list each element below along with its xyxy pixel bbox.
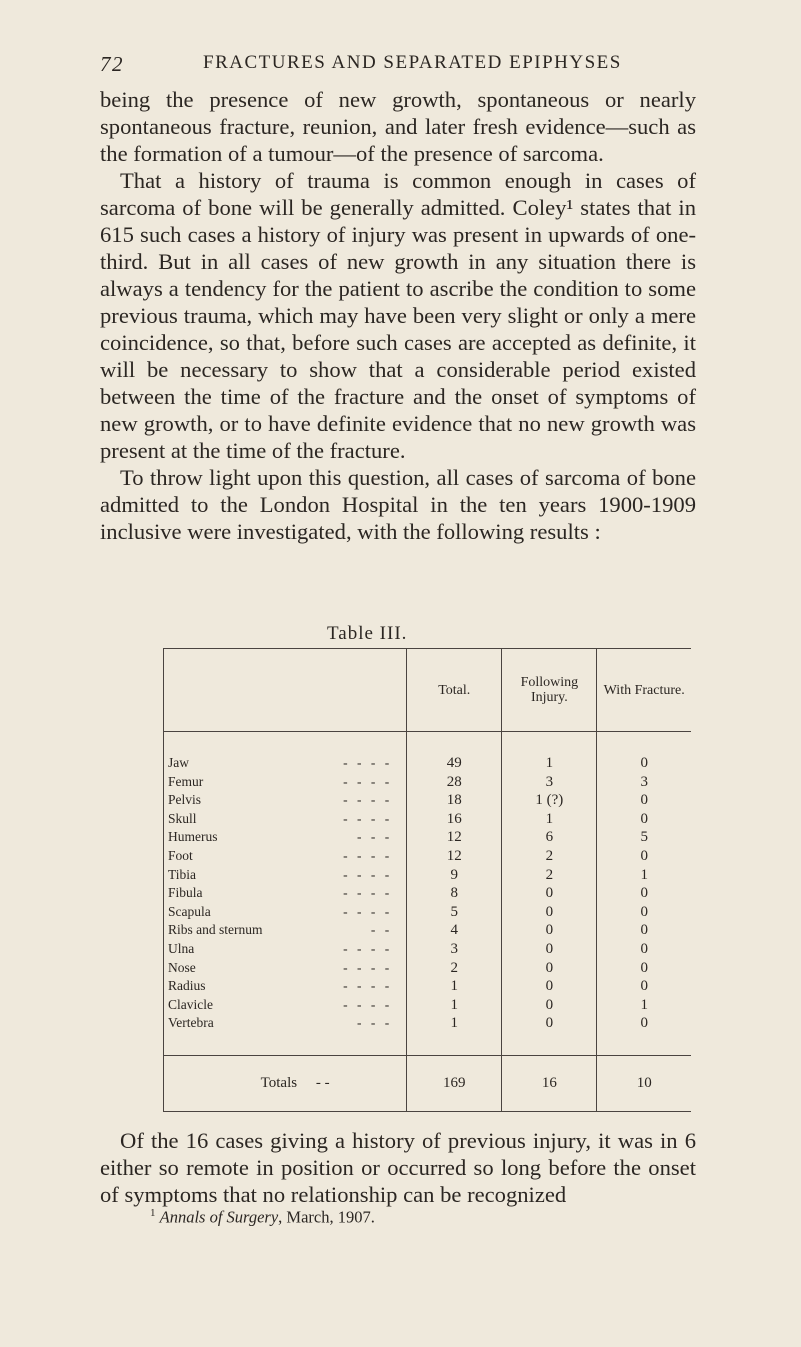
cell-injury: 0 — [502, 884, 597, 903]
site-label: Scapula — [168, 903, 211, 919]
cell-injury: 0 — [502, 996, 597, 1015]
table-row — [164, 828, 692, 847]
table-row — [164, 866, 692, 885]
site-leader: - - - — [356, 829, 393, 845]
cell-total: 2 — [407, 959, 502, 978]
site-label: Vertebra — [168, 1015, 214, 1031]
table-title: Table III. — [327, 623, 408, 644]
site-cell — [164, 732, 407, 773]
cell-total: 5 — [407, 903, 502, 922]
cell-injury: 0 — [502, 1014, 597, 1055]
cell-fracture: 0 — [597, 847, 691, 866]
cell-total: 12 — [407, 847, 502, 866]
paragraph: That a history of trauma is common enough in cases of sarcoma of bone will be generally admitted. Coley¹ states that in 615 such cases a history of injury was present in upwards of one-third. But in all cases of new growth in any situation there is always a tendency for the patient to ascribe the condition to some previous trauma, which may have been very slight or only a mere coincidence, so that, before such cases are accepted as definite, it will be necessary to show that a considerable period existed between the time of the fracture and the onset of symptoms of new growth, or to have definite evidence that no new growth was present at the time of the fracture. — [100, 168, 696, 463]
site-label: Jaw — [168, 755, 189, 770]
cell-fracture: 0 — [597, 1014, 691, 1055]
cell-fracture: 5 — [597, 828, 691, 847]
site-cell — [164, 866, 407, 885]
header-cell-site — [164, 649, 407, 732]
site-cell — [164, 921, 407, 940]
site-leader: - - - - — [343, 959, 393, 975]
site-leader: - - - - — [343, 996, 393, 1012]
cell-total: 18 — [407, 791, 502, 810]
site-label: Ribs and sternum — [168, 922, 263, 938]
cell-fracture: 1 — [597, 996, 691, 1015]
site-cell — [164, 977, 407, 996]
site-leader: - - - — [356, 1015, 393, 1031]
paragraph: To throw light upon this question, all cases of sarcoma of bone admitted to the London Hospital in the ten years 1900-1909 inclusive were investigated, with the following results : — [100, 465, 696, 544]
site-cell — [164, 847, 407, 866]
cell-total: 1 — [407, 996, 502, 1015]
table-row — [164, 940, 692, 959]
cell-fracture: 0 — [597, 732, 691, 773]
table-row — [164, 996, 692, 1015]
paragraph: Of the 16 cases giving a history of previous injury, it was in 6 either so remote in position or occurred so long before the onset of symptoms that no relationship can be recognized — [100, 1128, 696, 1207]
cell-total: 3 — [407, 940, 502, 959]
table-row — [164, 1014, 692, 1055]
table-row — [164, 884, 692, 903]
site-label: Humerus — [168, 829, 218, 845]
site-leader: - - - - — [343, 866, 393, 882]
footnote — [150, 1207, 375, 1228]
site-cell — [164, 773, 407, 792]
site-leader: - - — [370, 922, 393, 938]
cell-fracture: 0 — [597, 903, 691, 922]
cell-fracture: 0 — [597, 959, 691, 978]
cell-injury: 0 — [502, 921, 597, 940]
cell-injury: 2 — [502, 866, 597, 885]
site-label: Clavicle — [168, 996, 213, 1012]
site-label: Nose — [168, 959, 196, 975]
site-leader: - - - - — [343, 978, 393, 994]
site-leader: - - - - — [343, 773, 393, 789]
site-cell — [164, 884, 407, 903]
site-leader: - - - - — [343, 940, 393, 956]
header-cell-total: Total. — [407, 649, 502, 732]
table-row — [164, 847, 692, 866]
cell-fracture: 0 — [597, 791, 691, 810]
cell-total: 1 — [407, 977, 502, 996]
cell-fracture: 0 — [597, 921, 691, 940]
cell-total: 4 — [407, 921, 502, 940]
site-leader: - - - - — [343, 885, 393, 901]
cell-total: 49 — [407, 732, 502, 773]
site-cell — [164, 903, 407, 922]
cell-injury: 0 — [502, 977, 597, 996]
body-text — [100, 86, 696, 545]
cell-injury: 3 — [502, 773, 597, 792]
cell-injury: 0 — [502, 940, 597, 959]
site-label: Skull — [168, 810, 197, 826]
paragraph: being the presence of new growth, spontaneous or nearly spontaneous fracture, reunion, and later fresh evidence—such as the formation of a tumour—of the presence of sarcoma. — [100, 87, 696, 166]
site-leader: - - - - — [343, 903, 393, 919]
cell-total: 28 — [407, 773, 502, 792]
table-row — [164, 921, 692, 940]
site-cell — [164, 1014, 407, 1055]
site-cell — [164, 996, 407, 1015]
totals-row — [164, 1055, 692, 1111]
site-label: Fibula — [168, 885, 203, 901]
page-number: 72 — [100, 52, 124, 76]
site-label: Femur — [168, 773, 204, 789]
cell-total: 12 — [407, 828, 502, 847]
totals-label: Totals - - — [164, 1055, 407, 1111]
cell-fracture: 0 — [597, 884, 691, 903]
cell-injury: 6 — [502, 828, 597, 847]
cell-total: 8 — [407, 884, 502, 903]
footnote-date: , March, 1907. — [278, 1207, 375, 1227]
site-cell — [164, 959, 407, 978]
site-leader: - - - - — [343, 792, 393, 808]
sarcoma-table — [163, 648, 691, 1112]
cell-injury: 1 — [502, 810, 597, 829]
cell-fracture: 1 — [597, 866, 691, 885]
cell-fracture: 0 — [597, 810, 691, 829]
cell-injury: 0 — [502, 959, 597, 978]
cell-injury: 1 — [502, 732, 597, 773]
site-cell — [164, 810, 407, 829]
cell-total: 1 — [407, 1014, 502, 1055]
site-label: Radius — [168, 978, 206, 994]
site-leader: - - - - — [343, 755, 393, 770]
totals-fracture: 10 — [597, 1055, 691, 1111]
site-label: Foot — [168, 847, 193, 863]
cell-injury: 1 (?) — [502, 791, 597, 810]
site-cell — [164, 828, 407, 847]
site-leader: - - - - — [343, 847, 393, 863]
site-label: Tibia — [168, 866, 197, 882]
table-row — [164, 959, 692, 978]
site-cell — [164, 940, 407, 959]
site-cell — [164, 791, 407, 810]
totals-total: 169 — [407, 1055, 502, 1111]
table-row — [164, 977, 692, 996]
table-row — [164, 773, 692, 792]
cell-total: 9 — [407, 866, 502, 885]
table-row — [164, 732, 692, 773]
table-body — [164, 732, 692, 1056]
table-header-row — [164, 649, 692, 732]
data-table — [163, 648, 691, 1112]
cell-injury: 0 — [502, 903, 597, 922]
table-row — [164, 810, 692, 829]
header-cell-fracture: With Fracture. — [597, 649, 691, 732]
running-title: FRACTURES AND SEPARATED EPIPHYSES — [203, 52, 622, 73]
cell-fracture: 0 — [597, 940, 691, 959]
table-row — [164, 903, 692, 922]
footnote-source: Annals of Surgery — [159, 1207, 279, 1227]
site-label: Pelvis — [168, 792, 202, 808]
cell-injury: 2 — [502, 847, 597, 866]
site-leader: - - - - — [343, 810, 393, 826]
site-label: Ulna — [168, 940, 195, 956]
cell-fracture: 3 — [597, 773, 691, 792]
header-cell-injury: Following Injury. — [502, 649, 597, 732]
footnote-marker: 1 — [150, 1207, 156, 1219]
table-row — [164, 791, 692, 810]
totals-injury: 16 — [502, 1055, 597, 1111]
cell-fracture: 0 — [597, 977, 691, 996]
closing-text — [100, 1127, 696, 1208]
cell-total: 16 — [407, 810, 502, 829]
